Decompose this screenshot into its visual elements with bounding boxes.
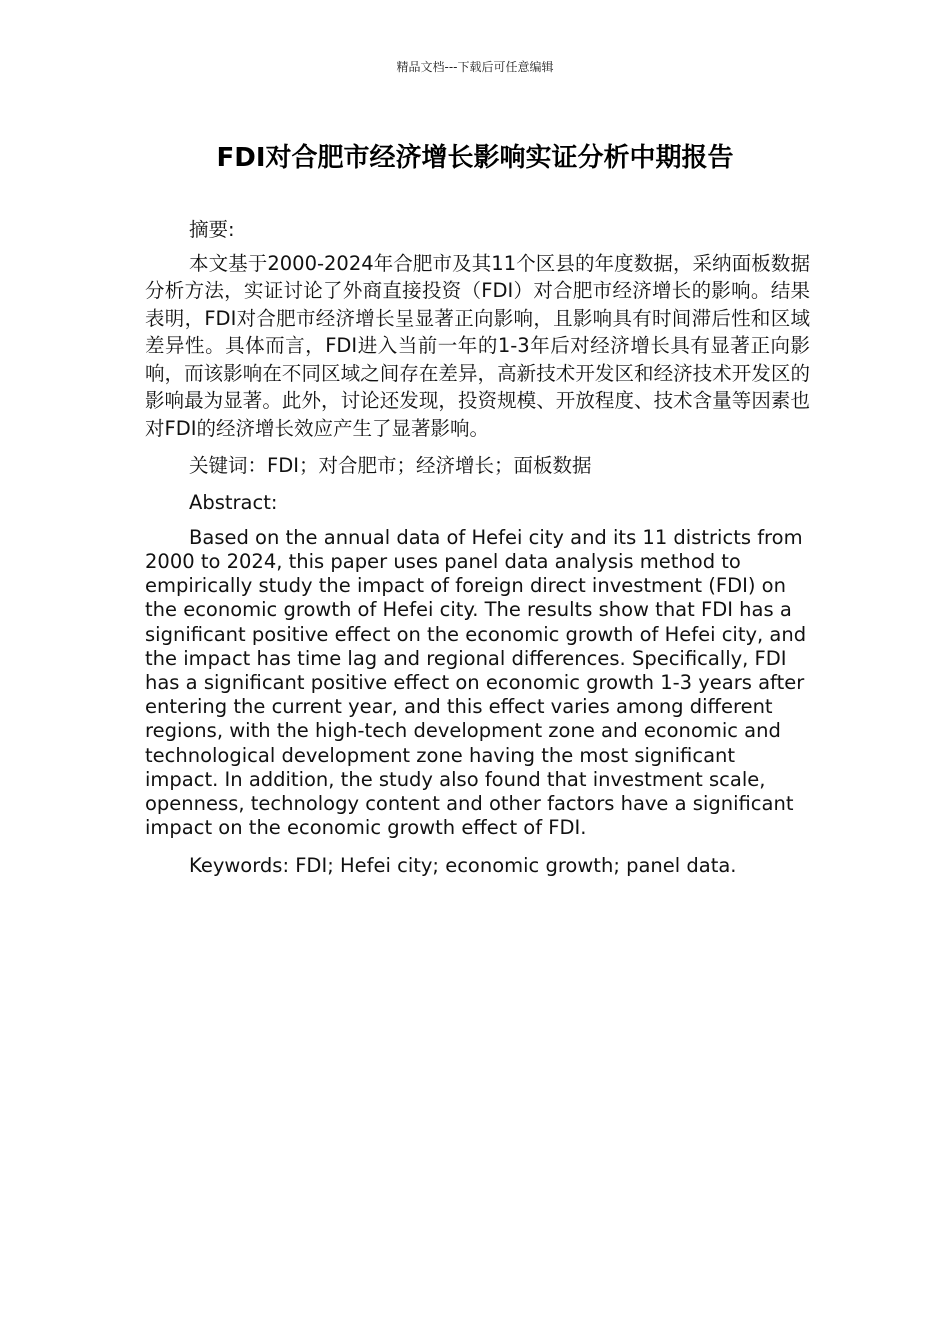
abstract-cn-body: 本文基于2000-2024年合肥市及其11个区县的年度数据，采纳面板数据分析方法，实证讨论了外商直接投资（FDI）对合肥市经济增长的影响。结果表明，FDI对合肥市经济增长呈显著正向影响，且影响具有时间滞后性和区域差异性。具体而言，FDI进入当前一年的1-3年后对经济增长具有显著正向影响，而该影响在不同区域之间存在差异，高新技术开发区和经济技术开发区的影响最为显著。此外，讨论还发现，投资规模、开放程度、技术含量等因素也对FDI的经济增长效应产生了显著影响。 xyxy=(145,251,810,440)
keywords-cn: 关键词：FDI；对合肥市；经济增长；面板数据 xyxy=(189,454,592,477)
abstract-cn-label: 摘要: xyxy=(189,218,235,241)
header-note: 精品文档---下载后可任意编辑 xyxy=(396,60,554,74)
document-title: FDI对合肥市经济增长影响实证分析中期报告 xyxy=(216,143,734,173)
abstract-en-body: Based on the annual data of Hefei city and its 11 districts from 2000 to 2024, this paper uses panel data analysis method to empirically study the impact of foreign direct investment (FDI) on the economic growth of Hefei city. The results show that FDI has a significant positive effect on the economic growth of Hefei city, and the impact has time lag and regional differences. Specifically, FDI has a significant positive effect on economic growth 1-3 years after entering the current year, and this effect varies among different regions, with the high-tech development zone and economic and technological development zone having the most significant impact. In addition, the study also found that investment scale, openness, technology content and other factors have a significant impact on the economic growth effect of FDI. xyxy=(145,525,807,840)
abstract-en-label: Abstract: xyxy=(189,490,278,514)
keywords-en: Keywords: FDI; Hefei city; economic growth; panel data. xyxy=(189,854,737,878)
document-body xyxy=(145,216,810,879)
